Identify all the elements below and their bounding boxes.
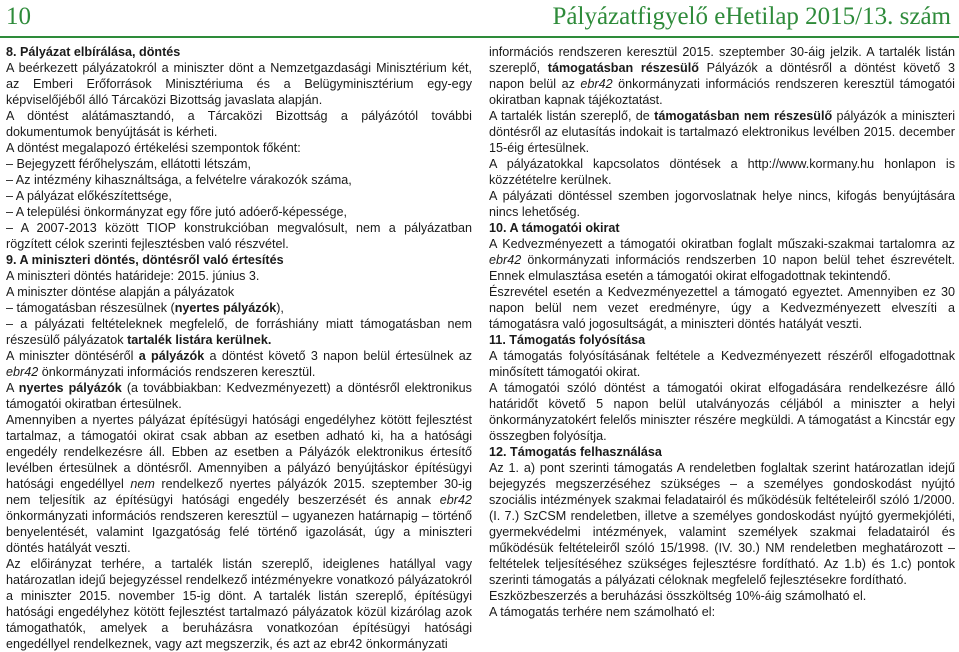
- text-run: támogatásban részesülő: [547, 61, 699, 75]
- text-run: információs rendszeren keresztül 2015. szeptember 30-áig jelzik. A tartalék listán szereplő,: [489, 45, 955, 75]
- text-run: – a pályázati feltételeknek megfelelő, de forráshiány miatt támogatásban nem részesülő pályázatok: [6, 317, 472, 347]
- paragraph: [489, 220, 955, 236]
- paragraph: [6, 156, 472, 172]
- text-run: Amennyiben a nyertes pályázat építésügyi hatósági engedélyhez kötött fejlesztést tartalmaz, a támogatói okirat csak abban az esetben adható ki, ha a hatósági engedély rendelkezésre áll. Ebben az esetben a Pályázók elektronikus értesítő levélben értesülnek a döntésről. Amennyiben a pályázó benyújtáskor építésügyi hatósági engedéllyel: [6, 413, 472, 491]
- paragraph: [6, 556, 472, 652]
- header-rule: [0, 36, 959, 38]
- text-run: ebr42: [580, 77, 613, 91]
- text-run: 8. Pályázat elbírálása, döntés: [6, 45, 181, 59]
- page-header: [0, 0, 959, 36]
- paragraph: [6, 204, 472, 220]
- text-run: A Kedvezményezett a támogatói okiratban foglalt műszaki-szakmai tartalomra az: [489, 237, 955, 251]
- text-run: – Bejegyzett férőhelyszám, ellátotti létszám,: [6, 157, 251, 171]
- text-run: ebr42: [6, 365, 39, 379]
- paragraph: [489, 444, 955, 460]
- text-run: 10. A támogatói okirat: [489, 221, 620, 235]
- text-run: önkormányzati információs rendszeren keresztül – ugyanezen határnapig – történő benyelentését, valamint Igazgatóság felé történő igazolását, úgy a miniszteri döntés hatályát veszti.: [6, 509, 472, 555]
- paragraph: [6, 140, 472, 156]
- text-run: ebr42: [489, 253, 522, 267]
- text-run: – Az intézmény kihasználtsága, a felvételre várakozók száma,: [6, 173, 352, 187]
- paragraph: [6, 108, 472, 140]
- text-run: 9. A miniszteri döntés, döntésről való értesítés: [6, 253, 284, 267]
- text-run: – A 2007-2013 között TIOP konstrukcióban megvalósult, nem a pályázatban rögzített célok szerinti fejlesztésben való részvétel.: [6, 221, 472, 251]
- paragraph: [6, 172, 472, 188]
- left-column: [6, 44, 472, 652]
- paragraph: [489, 604, 955, 620]
- text-run: – A települési önkormányzat egy főre jutó adóerő-képessége,: [6, 205, 347, 219]
- paragraph: [489, 348, 955, 380]
- paragraph: [6, 220, 472, 252]
- paragraph: [489, 156, 955, 188]
- paragraph: [489, 332, 955, 348]
- text-run: A miniszteri döntés határideje: 2015. június 3.: [6, 269, 260, 283]
- paragraph: [489, 380, 955, 444]
- text-run: a pályázók: [138, 349, 205, 363]
- text-run: Az 1. a) pont szerinti támogatás A rendeletben foglaltak szerint határozatlan idejű bejegyzés megszerzéséhez szükséges – a személyes gondoskodást nyújtó szociális intézmények szakmai feladatairól és működésük feltételeiről szóló 1/2000. (I. 7.) SzCSM rendeletben, illetve a személyes gondoskodást nyújtó gyermekjóléti, gyermekvédelmi intézmények, valamint személyek szakmai feladatairól és működésük feltételeiről szóló 15/1998. (IV. 30.) NM rendeletben meghatározott – feltételek teljesítéséhez szükséges fejlesztésre fordítható. Az 1.b) és 1.c) pontok szerinti támogatás a pályázati céloknak megfelelő fejlesztésekre fordítható.: [489, 461, 955, 587]
- paragraph: [6, 188, 472, 204]
- text-run: A pályázati döntéssel szemben jogorvoslatnak helye nincs, kifogás benyújtására nincs lehetőség.: [489, 189, 955, 219]
- paragraph: [6, 268, 472, 284]
- text-run: nyertes pályázók: [174, 301, 277, 315]
- text-run: A támogatói szóló döntést a támogatói okirat elfogadására rendelkezésre álló határidőt követő 5 napon belül utalványozás céljából a miniszter a helyi önkormányzatokért felelős miniszter részére megküldi. A támogatást a Kincstár egy összegben folyósítja.: [489, 381, 955, 443]
- paragraph: [489, 284, 955, 332]
- text-run: 12. Támogatás felhasználása: [489, 445, 662, 459]
- paragraph: [489, 44, 955, 108]
- paragraph: [489, 188, 955, 220]
- text-run: A miniszter döntése alapján a pályázatok: [6, 285, 235, 299]
- text-run: Pályázók a döntésről a döntést követő 3 napon belül az: [489, 61, 955, 91]
- text-run: ),: [276, 301, 284, 315]
- paragraph: [6, 300, 472, 316]
- text-run: 11. Támogatás folyósítása: [489, 333, 646, 347]
- paragraph: [489, 460, 955, 588]
- paragraph: [489, 108, 955, 156]
- paragraph: [6, 44, 472, 60]
- text-run: rendelkező nyertes pályázók 2015. szeptember 30-ig nem teljesítik az építésügyi hatósági engedély beszerzését és annak: [6, 477, 472, 507]
- text-run: – támogatásban részesülnek (: [6, 301, 175, 315]
- text-run: (a továbbiakban: Kedvezményezett) a döntésről elektronikus támogatói okiratban értesülnek.: [6, 381, 472, 411]
- text-run: A tartalék listán szereplő, de: [489, 109, 655, 123]
- paragraph: [489, 588, 955, 604]
- right-column: [489, 44, 955, 620]
- text-run: Eszközbeszerzés a beruházási összköltség 10%-áig számolható el.: [489, 589, 867, 603]
- text-run: önkormányzati információs rendszerben 10 napon belül tehet észrevételt. Ennek elmulasztása esetén a támogatói okirat elfogadottnak tekintendő.: [489, 253, 955, 283]
- text-run: tartalék listára kerülnek.: [127, 333, 272, 347]
- text-run: a döntést követő 3 napon belül értesülnek az: [204, 349, 473, 363]
- page-number: 10: [6, 3, 31, 30]
- text-run: – A pályázat előkészítettsége,: [6, 189, 172, 203]
- text-run: nem: [130, 477, 155, 491]
- paragraph: [6, 284, 472, 300]
- text-run: A döntést megalapozó értékelési szempontok főként:: [6, 141, 301, 155]
- text-run: Észrevétel esetén a Kedvezményezettel a támogató egyeztet. Amennyiben ez 30 napon belül nem vezet eredményre, úgy a Kedvezményezett elveszíti a támogatásra való jogosultságát, a miniszteri döntés hatályát veszti.: [489, 285, 955, 331]
- paragraph: [6, 380, 472, 412]
- paragraph: [6, 316, 472, 348]
- publication-title: Pályázatfigyelő eHetilap 2015/13. szám: [552, 3, 951, 30]
- text-run: A: [6, 381, 19, 395]
- text-run: A döntést alátámasztandó, a Tárcaközi Bizottság a pályázótól további dokumentumok benyújtását is kérheti.: [6, 109, 472, 139]
- text-run: A beérkezett pályázatokról a miniszter dönt a Nemzetgazdasági Minisztérium két, az Emberi Erőforrások Minisztériuma és a Belügyminisztérium egy-egy képviselőjéből álló Tárcaközi Bizottság javaslata alapján.: [6, 61, 472, 107]
- text-run: támogatásban nem részesülő: [654, 109, 833, 123]
- text-run: önkormányzati információs rendszeren keresztül támogatói okiratban kapnak tájékoztatást.: [489, 77, 955, 107]
- paragraph: [6, 348, 472, 380]
- text-run: A miniszter döntéséről: [6, 349, 139, 363]
- paragraph: [6, 60, 472, 108]
- paragraph: [489, 236, 955, 284]
- text-run: A pályázatokkal kapcsolatos döntések a http://www.kormany.hu honlapon is közzétételre kerülnek.: [489, 157, 955, 187]
- text-run: nyertes pályázók: [18, 381, 122, 395]
- text-run: A támogatás terhére nem számolható el:: [489, 605, 716, 619]
- paragraph: [6, 252, 472, 268]
- text-run: Az előirányzat terhére, a tartalék listán szereplő, ideiglenes hatállyal vagy határozatlan idejű bejegyzéssel rendelkező intézményekre vonatkozó pályázatokról a miniszter 2015. november 15-ig dönt. A tartalék listán szereplő, építésügyi hatósági engedélyhez kötött fejlesztést tartalmazó pályázatok közül kizárólag azok támogathatók, amelyek a beruházásra vonatkozóan építésügyi hatósági engedéllyel rendelkeznek, vagy azt megszerzik, és azt az ebr42 önkormányzati: [6, 557, 472, 651]
- text-run: A támogatás folyósításának feltétele a Kedvezményezett részéről elfogadottnak minősített támogatói okirat.: [489, 349, 955, 379]
- text-run: önkormányzati információs rendszeren keresztül.: [38, 365, 316, 379]
- paragraph: [6, 412, 472, 556]
- text-run: ebr42: [439, 493, 472, 507]
- text-run: pályázók a miniszteri döntésről az elutasítás indokait is tartalmazó elektronikus levélben 2015. december 15-éig értesülnek.: [489, 109, 955, 155]
